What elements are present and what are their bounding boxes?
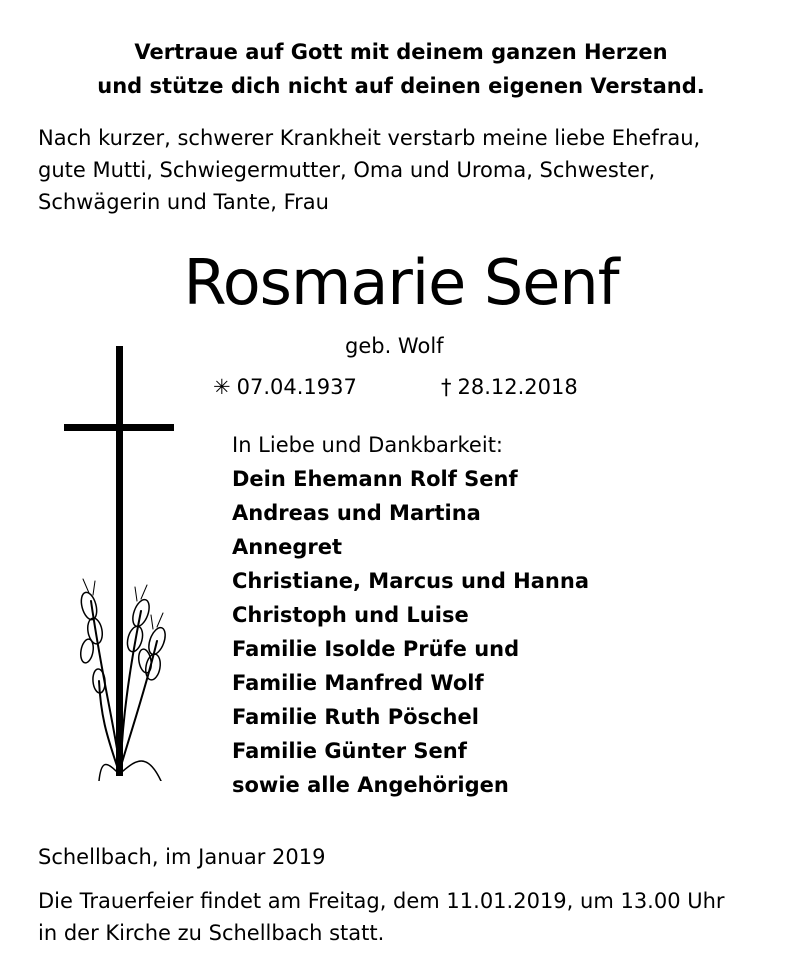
life-dates [213,371,578,403]
mourner-name: Familie Isolde Prüfe und [232,637,520,661]
mourner-name: Annegret [232,535,343,559]
place-and-date: Schellbach, im Januar 2019 [38,845,326,869]
death-date [441,371,578,403]
birth-date-value: 07.04.1937 [236,375,357,399]
service-line-2: in der Kirche zu Schellbach statt. [38,921,385,945]
bible-verse-line-2: und stütze dich nicht auf deinen eigenen Verstand. [97,74,705,98]
mourner-name: Familie Günter Senf [232,739,467,763]
cross-with-wheat-icon [61,341,181,781]
bible-verse [1,35,800,103]
mourner-name: sowie alle Angehörigen [232,773,509,797]
bible-verse-line-1: Vertraue auf Gott mit deinem ganzen Herzen [134,40,668,64]
mourner-name: Familie Manfred Wolf [232,671,484,695]
mourner-name: Dein Ehemann Rolf Senf [232,467,518,491]
intro-line-3: Schwägerin und Tante, Frau [38,190,329,214]
deceased-name: Rosmarie Senf [183,246,619,319]
mourner-name: Familie Ruth Pöschel [232,705,479,729]
mourners-lead: In Liebe und Dankbarkeit: [232,433,504,457]
mourner-name: Christoph und Luise [232,603,469,627]
service-line-1: Die Trauerfeier findet am Freitag, dem 11.01.2019, um 13.00 Uhr [38,889,725,913]
birth-star-icon: ✳ [213,375,231,399]
funeral-service-info [38,885,778,949]
maiden-name: geb. Wolf [345,334,444,358]
mourner-name: Christiane, Marcus und Hanna [232,569,589,593]
death-date-value: 28.12.2018 [457,375,578,399]
intro-line-2: gute Mutti, Schwiegermutter, Oma und Uroma, Schwester, [38,158,656,182]
mourners-list [232,428,589,802]
death-cross-icon: † [441,375,452,399]
intro-line-1: Nach kurzer, schwerer Krankheit verstarb meine liebe Ehefrau, [38,126,701,150]
mourner-name: Andreas und Martina [232,501,481,525]
intro-text [38,122,778,218]
birth-date [213,375,357,399]
